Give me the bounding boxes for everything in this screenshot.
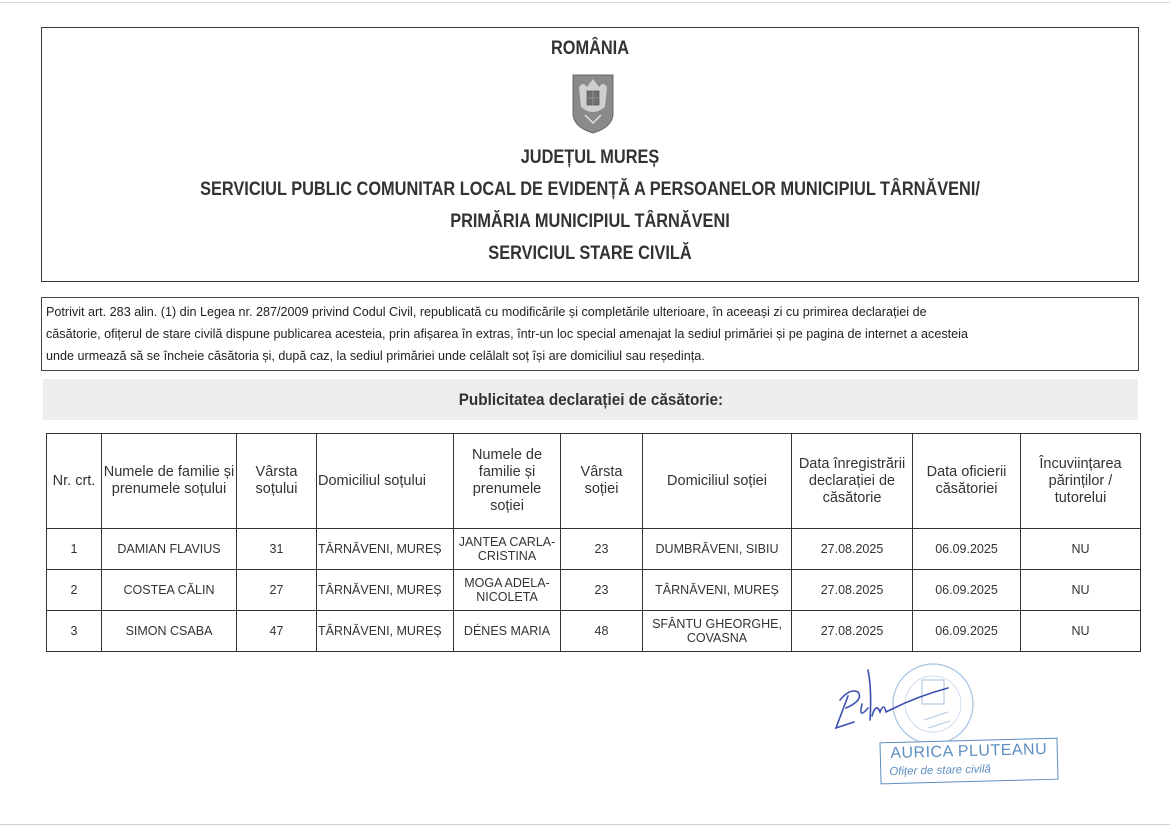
marriage-declarations-table — [46, 433, 1141, 652]
cell-husband-age: 31 — [237, 529, 317, 570]
table-header-row — [47, 434, 1141, 529]
cell-wife-domicile: SFÂNTU GHEORGHE, COVASNA — [643, 611, 792, 652]
cell-husband-age: 47 — [237, 611, 317, 652]
column-header-ceremony-date: Data oficierii căsătoriei — [913, 434, 1021, 529]
table-row — [47, 611, 1141, 652]
column-header-wife-age: Vârsta soției — [561, 434, 643, 529]
table-row — [47, 570, 1141, 611]
officer-role: Ofițer de stare civilă — [889, 763, 992, 779]
cell-wife-domicile: TÂRNĂVENI, MUREȘ — [643, 570, 792, 611]
column-header-husband-age: Vârsta soțului — [237, 434, 317, 529]
scan-edge-top — [0, 2, 1170, 3]
cell-parental-consent: NU — [1021, 529, 1141, 570]
cell-nr: 3 — [47, 611, 102, 652]
townhall-title: PRIMĂRIA MUNICIPIUL TÂRNĂVENI — [450, 211, 730, 232]
institution-title: SERVICIUL PUBLIC COMUNITAR LOCAL DE EVIDENȚĂ A PERSOANELOR MUNICIPIUL TÂRNĂVENI/ — [200, 179, 980, 200]
cell-registration-date: 27.08.2025 — [792, 529, 913, 570]
table-row — [47, 529, 1141, 570]
officer-stamp — [879, 738, 1058, 785]
cell-wife-name: DÉNES MARIA — [454, 611, 561, 652]
column-header-parental-consent: Încuviințarea părinților / tutorelui — [1021, 434, 1141, 529]
cell-husband-name: SIMON CSABA — [102, 611, 237, 652]
cell-registration-date: 27.08.2025 — [792, 611, 913, 652]
department-title: SERVICIUL STARE CIVILĂ — [488, 243, 692, 264]
cell-wife-age: 23 — [561, 529, 643, 570]
cell-husband-name: DAMIAN FLAVIUS — [102, 529, 237, 570]
cell-ceremony-date: 06.09.2025 — [913, 529, 1021, 570]
officer-name: AURICA PLUTEANU — [890, 740, 1048, 763]
cell-ceremony-date: 06.09.2025 — [913, 570, 1021, 611]
column-header-husband-name: Numele de familie și prenumele soțului — [102, 434, 237, 529]
cell-wife-age: 48 — [561, 611, 643, 652]
cell-parental-consent: NU — [1021, 570, 1141, 611]
cell-registration-date: 27.08.2025 — [792, 570, 913, 611]
cell-husband-domicile: TÂRNĂVENI, MUREȘ — [317, 611, 454, 652]
column-header-nr: Nr. crt. — [47, 434, 102, 529]
cell-husband-age: 27 — [237, 570, 317, 611]
legal-notice — [41, 297, 1139, 371]
signature-block — [828, 660, 1068, 785]
cell-ceremony-date: 06.09.2025 — [913, 611, 1021, 652]
cell-wife-name: MOGA ADELA-NICOLETA — [454, 570, 561, 611]
cell-husband-domicile: TÂRNĂVENI, MUREȘ — [317, 570, 454, 611]
cell-husband-domicile: TÂRNĂVENI, MUREȘ — [317, 529, 454, 570]
legal-notice-line: căsătorie, ofițerul de stare civilă dispune publicarea acesteia, prin afișarea în extras, într-un loc special amenajat la sediul primăriei și pe pagina de internet a acesteia — [46, 327, 968, 341]
cell-husband-name: COSTEA CĂLIN — [102, 570, 237, 611]
cell-nr: 1 — [47, 529, 102, 570]
legal-notice-line: Potrivit art. 283 alin. (1) din Legea nr. 287/2009 privind Codul Civil, republicată cu modificările și completările ulterioare, în aceeași zi cu primirea declarației de — [46, 305, 927, 319]
country-title: ROMÂNIA — [550, 38, 630, 59]
section-banner — [43, 379, 1138, 420]
coat-of-arms-icon — [571, 73, 615, 135]
column-header-wife-domicile: Domiciliul soției — [643, 434, 792, 529]
scan-edge-bottom — [0, 824, 1170, 825]
section-title: Publicitatea declarației de căsătorie: — [458, 390, 723, 409]
cell-wife-domicile: DUMBRĂVENI, SIBIU — [643, 529, 792, 570]
column-header-registration-date: Data înregistrării declarației de căsătorie — [792, 434, 913, 529]
cell-parental-consent: NU — [1021, 611, 1141, 652]
cell-wife-name: JANTEA CARLA-CRISTINA — [454, 529, 561, 570]
column-header-wife-name: Numele de familie și prenumele soției — [454, 434, 561, 529]
cell-wife-age: 23 — [561, 570, 643, 611]
document-header — [41, 27, 1139, 282]
column-header-husband-domicile: Domiciliul soțului — [317, 434, 454, 529]
cell-nr: 2 — [47, 570, 102, 611]
legal-notice-line: unde urmează să se încheie căsătoria și, după caz, la sediul primăriei unde celălalt soț își are domiciliul sau reședința. — [46, 349, 705, 363]
county-title: JUDEȚUL MUREȘ — [520, 147, 660, 168]
